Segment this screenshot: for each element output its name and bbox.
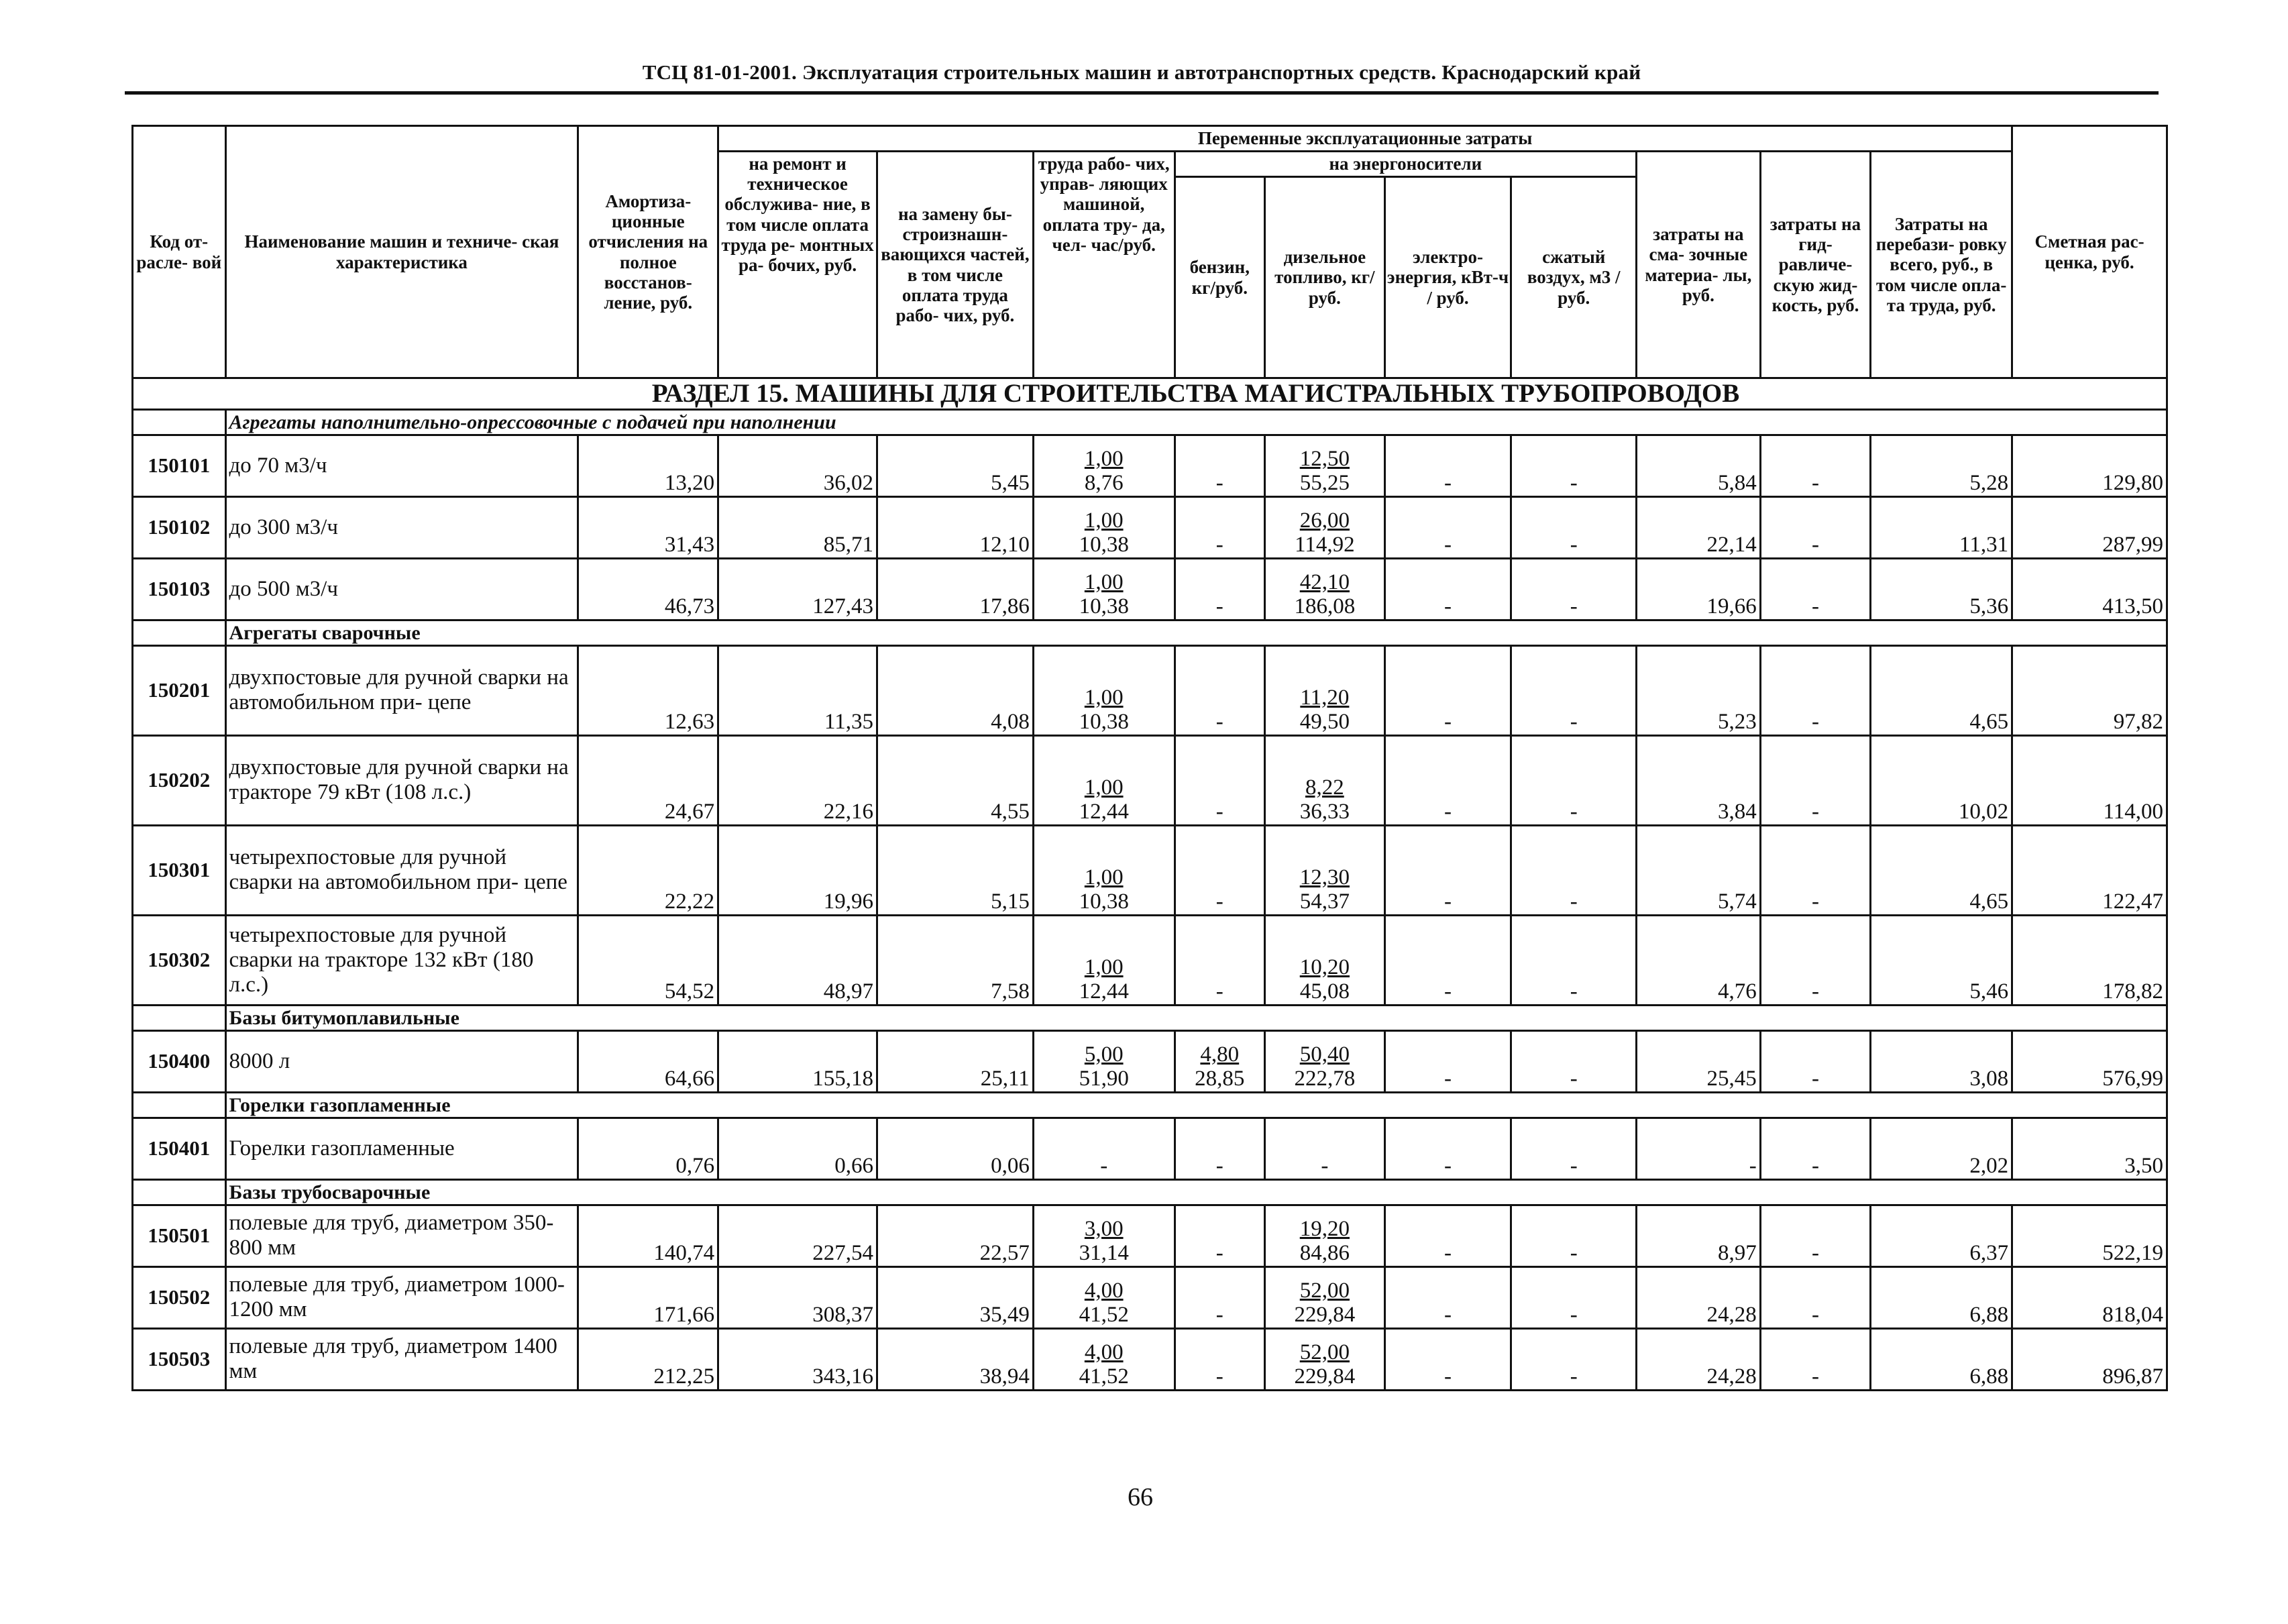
cell-labor-bottom: 41,52 xyxy=(1079,1364,1129,1389)
cell-air: - xyxy=(1511,496,1637,558)
cell-parts: 35,49 xyxy=(877,1266,1033,1328)
cell-diesel-top: 12,30 xyxy=(1299,865,1350,890)
cell-electric: - xyxy=(1384,558,1511,620)
cell-repair: 85,71 xyxy=(718,496,877,558)
cell-labor xyxy=(1033,1118,1175,1179)
cell-parts: 4,55 xyxy=(877,735,1033,825)
cell-air: - xyxy=(1511,1328,1637,1390)
cell-petrol xyxy=(1175,1266,1264,1328)
rates-table xyxy=(131,125,2168,1391)
group-title: Базы трубосварочные xyxy=(225,1179,2167,1205)
cell-hydraulic: - xyxy=(1760,558,1871,620)
cell-petrol-bottom: - xyxy=(1215,1154,1223,1179)
cell-name: до 500 м3/ч xyxy=(225,558,578,620)
cell-parts: 5,45 xyxy=(877,435,1033,496)
cell-electric: - xyxy=(1384,645,1511,735)
cell-lube: 3,84 xyxy=(1637,735,1761,825)
cell-diesel-bottom: 84,86 xyxy=(1299,1241,1350,1266)
cell-relocation: 4,65 xyxy=(1871,825,2012,915)
cell-repair: 0,66 xyxy=(718,1118,877,1179)
cell-diesel-top: 52,00 xyxy=(1299,1340,1350,1365)
cell-petrol-bottom: - xyxy=(1215,800,1223,824)
cell-labor-top: 1,00 xyxy=(1084,865,1124,890)
cell-name: полевые для труб, диаметром 350-800 мм xyxy=(225,1205,578,1266)
cell-diesel-top: 26,00 xyxy=(1299,508,1350,533)
cell-diesel xyxy=(1265,825,1385,915)
cell-labor xyxy=(1033,1328,1175,1390)
cell-lube: 4,76 xyxy=(1637,915,1761,1005)
cell-rate: 114,00 xyxy=(2012,735,2167,825)
cell-electric: - xyxy=(1384,1118,1511,1179)
cell-parts: 38,94 xyxy=(877,1328,1033,1390)
cell-code: 150501 xyxy=(133,1205,226,1266)
cell-petrol-bottom: - xyxy=(1215,471,1223,496)
cell-repair: 155,18 xyxy=(718,1030,877,1092)
cell-labor-top: 1,00 xyxy=(1084,508,1124,533)
cell-lube: 24,28 xyxy=(1637,1266,1761,1328)
col-labor-header: труда рабо- чих, управ- ляющих машиной, оплата тру- да, чел- час/руб. xyxy=(1033,152,1175,378)
group-title: Агрегаты наполнительно-опрессовочные с подачей при наполнении xyxy=(225,409,2167,435)
cell-repair: 36,02 xyxy=(718,435,877,496)
cell-labor-bottom: 10,38 xyxy=(1079,594,1129,619)
cell-rate: 818,04 xyxy=(2012,1266,2167,1328)
table-body xyxy=(133,378,2167,1391)
cell-labor-top: 1,00 xyxy=(1084,775,1124,800)
cell-petrol xyxy=(1175,1118,1264,1179)
cell-air: - xyxy=(1511,1266,1637,1328)
cell-diesel-bottom: 186,08 xyxy=(1294,594,1356,619)
cell-name: двухпостовые для ручной сварки на тракторе 79 кВт (108 л.с.) xyxy=(225,735,578,825)
group-row xyxy=(133,1005,2167,1030)
col-rate-header: Сметная рас- ценка, руб. xyxy=(2012,126,2167,378)
cell-code: 150401 xyxy=(133,1118,226,1179)
cell-diesel-bottom: 229,84 xyxy=(1294,1303,1356,1328)
cell-lube: 19,66 xyxy=(1637,558,1761,620)
cell-name: 8000 л xyxy=(225,1030,578,1092)
cell-lube: 25,45 xyxy=(1637,1030,1761,1092)
col-electric-header: электро- энергия, кВт-ч / руб. xyxy=(1384,177,1511,378)
cell-air: - xyxy=(1511,825,1637,915)
group-title: Агрегаты сварочные xyxy=(225,620,2167,645)
cell-lube: 5,23 xyxy=(1637,645,1761,735)
col-variable-header: Переменные эксплуатационные затраты xyxy=(718,126,2012,152)
cell-diesel-bottom: 36,33 xyxy=(1299,800,1350,824)
cell-labor-bottom: 31,14 xyxy=(1079,1241,1129,1266)
cell-relocation: 5,46 xyxy=(1871,915,2012,1005)
cell-petrol-bottom: - xyxy=(1215,710,1223,735)
cell-petrol-bottom: - xyxy=(1215,1241,1223,1266)
cell-electric: - xyxy=(1384,435,1511,496)
running-header: ТСЦ 81-01-2001. Эксплуатация строительных машин и автотранспортных средств. Краснодарский край xyxy=(642,60,1641,84)
cell-amort: 64,66 xyxy=(578,1030,718,1092)
col-name-header: Наименование машин и техниче- ская характеристика xyxy=(225,126,578,378)
table-row xyxy=(133,735,2167,825)
group-spacer xyxy=(133,1005,226,1030)
cell-repair: 48,97 xyxy=(718,915,877,1005)
table-row xyxy=(133,1030,2167,1092)
cell-diesel-top: 52,00 xyxy=(1299,1279,1350,1303)
cell-labor xyxy=(1033,496,1175,558)
cell-repair: 19,96 xyxy=(718,825,877,915)
cell-hydraulic: - xyxy=(1760,645,1871,735)
cell-name: четырехпостовые для ручной сварки на тракторе 132 кВт (180 л.с.) xyxy=(225,915,578,1005)
cell-amort: 0,76 xyxy=(578,1118,718,1179)
cell-lube: 8,97 xyxy=(1637,1205,1761,1266)
cell-hydraulic: - xyxy=(1760,435,1871,496)
cell-petrol-bottom: - xyxy=(1215,979,1223,1004)
cell-code: 150101 xyxy=(133,435,226,496)
cell-relocation: 6,37 xyxy=(1871,1205,2012,1266)
cell-air: - xyxy=(1511,735,1637,825)
cell-electric: - xyxy=(1384,735,1511,825)
col-code-header: Код от- расле- вой xyxy=(133,126,226,378)
cell-petrol xyxy=(1175,558,1264,620)
cell-electric: - xyxy=(1384,1266,1511,1328)
cell-name: двухпостовые для ручной сварки на автомобильном при- цепе xyxy=(225,645,578,735)
col-lube-header: затраты на сма- зочные материа- лы, руб. xyxy=(1637,152,1761,378)
table-row xyxy=(133,558,2167,620)
cell-labor xyxy=(1033,1030,1175,1092)
cell-electric: - xyxy=(1384,1030,1511,1092)
cell-relocation: 2,02 xyxy=(1871,1118,2012,1179)
cell-petrol xyxy=(1175,1030,1264,1092)
cell-labor-top: 1,00 xyxy=(1084,447,1124,472)
cell-code: 150302 xyxy=(133,915,226,1005)
cell-diesel xyxy=(1265,435,1385,496)
cell-diesel-bottom: 114,92 xyxy=(1295,533,1355,557)
cell-air: - xyxy=(1511,645,1637,735)
cell-name: до 70 м3/ч xyxy=(225,435,578,496)
cell-amort: 54,52 xyxy=(578,915,718,1005)
table-row xyxy=(133,1205,2167,1266)
cell-petrol xyxy=(1175,825,1264,915)
cell-labor-top: 5,00 xyxy=(1084,1042,1124,1067)
cell-diesel xyxy=(1265,1205,1385,1266)
cell-labor-bottom: 10,38 xyxy=(1079,710,1129,735)
cell-lube: 5,74 xyxy=(1637,825,1761,915)
cell-electric: - xyxy=(1384,1205,1511,1266)
cell-diesel-bottom: 222,78 xyxy=(1294,1067,1356,1091)
cell-labor xyxy=(1033,435,1175,496)
cell-labor xyxy=(1033,1266,1175,1328)
cell-rate: 129,80 xyxy=(2012,435,2167,496)
cell-diesel-top: 12,50 xyxy=(1299,447,1350,472)
cell-lube: 24,28 xyxy=(1637,1328,1761,1390)
cell-code: 150502 xyxy=(133,1266,226,1328)
cell-petrol-bottom: 28,85 xyxy=(1195,1067,1245,1091)
col-relocation-header: Затраты на перебази- ровку всего, руб., в том числе опла- та труда, руб. xyxy=(1871,152,2012,378)
cell-hydraulic: - xyxy=(1760,1328,1871,1390)
cell-parts: 17,86 xyxy=(877,558,1033,620)
cell-relocation: 6,88 xyxy=(1871,1266,2012,1328)
cell-petrol xyxy=(1175,496,1264,558)
cell-diesel-bottom: 45,08 xyxy=(1299,979,1350,1004)
cell-diesel xyxy=(1265,1118,1385,1179)
group-spacer xyxy=(133,1092,226,1118)
cell-labor-bottom: - xyxy=(1100,1154,1108,1179)
cell-rate: 3,50 xyxy=(2012,1118,2167,1179)
table-row xyxy=(133,1328,2167,1390)
cell-hydraulic: - xyxy=(1760,825,1871,915)
col-repair-header: на ремонт и техническое обслужива- ние, в том числе оплата труда ре- монтных ра- бочих, руб. xyxy=(718,152,877,378)
cell-amort: 22,22 xyxy=(578,825,718,915)
cell-labor xyxy=(1033,558,1175,620)
cell-petrol xyxy=(1175,645,1264,735)
group-row xyxy=(133,1179,2167,1205)
cell-petrol xyxy=(1175,1328,1264,1390)
cell-labor-bottom: 51,90 xyxy=(1079,1067,1129,1091)
cell-relocation: 4,65 xyxy=(1871,645,2012,735)
cell-code: 150201 xyxy=(133,645,226,735)
cell-lube: 5,84 xyxy=(1637,435,1761,496)
cell-name: полевые для труб, диаметром 1000-1200 мм xyxy=(225,1266,578,1328)
table-row xyxy=(133,825,2167,915)
cell-amort: 212,25 xyxy=(578,1328,718,1390)
group-spacer xyxy=(133,1179,226,1205)
cell-petrol xyxy=(1175,435,1264,496)
cell-amort: 13,20 xyxy=(578,435,718,496)
group-title: Горелки газопламенные xyxy=(225,1092,2167,1118)
cell-rate: 522,19 xyxy=(2012,1205,2167,1266)
cell-petrol xyxy=(1175,915,1264,1005)
cell-diesel-bottom: 54,37 xyxy=(1299,889,1350,914)
cell-labor-bottom: 10,38 xyxy=(1079,889,1129,914)
col-hydraulic-header: затраты на гид- равличе- скую жид- кость, руб. xyxy=(1760,152,1871,378)
cell-repair: 227,54 xyxy=(718,1205,877,1266)
table-row xyxy=(133,496,2167,558)
cell-diesel-bottom: 49,50 xyxy=(1299,710,1350,735)
cell-air: - xyxy=(1511,1118,1637,1179)
cell-name: полевые для труб, диаметром 1400 мм xyxy=(225,1328,578,1390)
cell-labor-top: 1,00 xyxy=(1084,955,1124,980)
cell-diesel xyxy=(1265,496,1385,558)
cell-electric: - xyxy=(1384,496,1511,558)
cell-rate: 97,82 xyxy=(2012,645,2167,735)
col-diesel-header: дизельное топливо, кг/руб. xyxy=(1265,177,1385,378)
cell-parts: 25,11 xyxy=(877,1030,1033,1092)
cell-labor xyxy=(1033,645,1175,735)
cell-petrol-bottom: - xyxy=(1215,594,1223,619)
cell-relocation: 10,02 xyxy=(1871,735,2012,825)
table-row xyxy=(133,1118,2167,1179)
cell-petrol-top: 4,80 xyxy=(1200,1042,1240,1067)
group-spacer xyxy=(133,409,226,435)
cell-diesel xyxy=(1265,558,1385,620)
cell-diesel-bottom: 229,84 xyxy=(1294,1364,1356,1389)
cell-diesel-top: 19,20 xyxy=(1299,1217,1350,1242)
cell-relocation: 11,31 xyxy=(1871,496,2012,558)
cell-labor-bottom: 10,38 xyxy=(1079,533,1129,557)
group-title: Базы битумоплавильные xyxy=(225,1005,2167,1030)
cell-rate: 287,99 xyxy=(2012,496,2167,558)
cell-rate: 413,50 xyxy=(2012,558,2167,620)
cell-relocation: 5,36 xyxy=(1871,558,2012,620)
cell-electric: - xyxy=(1384,825,1511,915)
cell-code: 150400 xyxy=(133,1030,226,1092)
cell-electric: - xyxy=(1384,915,1511,1005)
cell-code: 150102 xyxy=(133,496,226,558)
table-row xyxy=(133,435,2167,496)
cell-labor-top: 3,00 xyxy=(1084,1217,1124,1242)
cell-diesel-bottom: 55,25 xyxy=(1299,471,1350,496)
group-row xyxy=(133,409,2167,435)
cell-relocation: 3,08 xyxy=(1871,1030,2012,1092)
table-row xyxy=(133,645,2167,735)
cell-name: до 300 м3/ч xyxy=(225,496,578,558)
cell-air: - xyxy=(1511,558,1637,620)
cell-labor-bottom: 8,76 xyxy=(1084,471,1124,496)
cell-petrol-bottom: - xyxy=(1215,1364,1223,1389)
cell-parts: 7,58 xyxy=(877,915,1033,1005)
cell-hydraulic: - xyxy=(1760,915,1871,1005)
col-air-header: сжатый воздух, м3 / руб. xyxy=(1511,177,1637,378)
col-petrol-header: бензин, кг/руб. xyxy=(1175,177,1264,378)
cell-code: 150202 xyxy=(133,735,226,825)
cell-diesel xyxy=(1265,645,1385,735)
page-number: 66 xyxy=(1128,1483,1153,1511)
cell-petrol-bottom: - xyxy=(1215,533,1223,557)
cell-diesel-top: 10,20 xyxy=(1299,955,1350,980)
cell-diesel xyxy=(1265,735,1385,825)
cell-hydraulic: - xyxy=(1760,735,1871,825)
cell-labor-top: 4,00 xyxy=(1084,1279,1124,1303)
cell-diesel xyxy=(1265,915,1385,1005)
cell-code: 150301 xyxy=(133,825,226,915)
cell-name: Горелки газопламенные xyxy=(225,1118,578,1179)
cell-diesel xyxy=(1265,1328,1385,1390)
group-row xyxy=(133,620,2167,645)
cell-air: - xyxy=(1511,1205,1637,1266)
cell-hydraulic: - xyxy=(1760,1118,1871,1179)
cell-labor-top: 4,00 xyxy=(1084,1340,1124,1365)
cell-code: 150103 xyxy=(133,558,226,620)
cell-repair: 127,43 xyxy=(718,558,877,620)
cell-amort: 46,73 xyxy=(578,558,718,620)
cell-air: - xyxy=(1511,435,1637,496)
group-spacer xyxy=(133,620,226,645)
cell-labor-bottom: 41,52 xyxy=(1079,1303,1129,1328)
cell-labor-top: 1,00 xyxy=(1084,686,1124,710)
cell-diesel-top: 42,10 xyxy=(1299,570,1350,595)
cell-name: четырехпостовые для ручной сварки на автомобильном при- цепе xyxy=(225,825,578,915)
col-amort-header: Амортиза- ционные отчисления на полное восстанов- ление, руб. xyxy=(578,126,718,378)
cell-diesel-top: 50,40 xyxy=(1299,1042,1350,1067)
cell-repair: 343,16 xyxy=(718,1328,877,1390)
cell-repair: 22,16 xyxy=(718,735,877,825)
cell-diesel-top: 8,22 xyxy=(1305,775,1344,800)
cell-rate: 178,82 xyxy=(2012,915,2167,1005)
cell-labor xyxy=(1033,915,1175,1005)
cell-diesel-bottom: - xyxy=(1321,1154,1329,1179)
cell-amort: 24,67 xyxy=(578,735,718,825)
cell-rate: 122,47 xyxy=(2012,825,2167,915)
cell-petrol-bottom: - xyxy=(1215,889,1223,914)
cell-parts: 5,15 xyxy=(877,825,1033,915)
cell-electric: - xyxy=(1384,1328,1511,1390)
cell-amort: 12,63 xyxy=(578,645,718,735)
cell-labor-bottom: 12,44 xyxy=(1079,800,1129,824)
cell-hydraulic: - xyxy=(1760,1266,1871,1328)
cell-relocation: 5,28 xyxy=(1871,435,2012,496)
cell-repair: 308,37 xyxy=(718,1266,877,1328)
cell-diesel-top: 11,20 xyxy=(1300,686,1350,710)
cell-repair: 11,35 xyxy=(718,645,877,735)
cell-labor xyxy=(1033,825,1175,915)
cell-parts: 4,08 xyxy=(877,645,1033,735)
cell-petrol xyxy=(1175,735,1264,825)
cell-parts: 12,10 xyxy=(877,496,1033,558)
cell-rate: 576,99 xyxy=(2012,1030,2167,1092)
cell-rate: 896,87 xyxy=(2012,1328,2167,1390)
table-row xyxy=(133,1266,2167,1328)
cell-hydraulic: - xyxy=(1760,496,1871,558)
cell-labor xyxy=(1033,735,1175,825)
cell-parts: 22,57 xyxy=(877,1205,1033,1266)
cell-air: - xyxy=(1511,915,1637,1005)
cell-labor-bottom: 12,44 xyxy=(1079,979,1129,1004)
col-parts-header: на замену бы- строизнашн- вающихся частей, в том числе оплата труда рабо- чих, руб. xyxy=(877,152,1033,378)
section-spacer xyxy=(133,378,226,410)
cell-amort: 31,43 xyxy=(578,496,718,558)
header-rule xyxy=(125,91,2159,95)
cell-lube: 22,14 xyxy=(1637,496,1761,558)
cell-hydraulic: - xyxy=(1760,1205,1871,1266)
cell-amort: 171,66 xyxy=(578,1266,718,1328)
table-row xyxy=(133,915,2167,1005)
group-row xyxy=(133,1092,2167,1118)
cell-labor-top: 1,00 xyxy=(1084,570,1124,595)
cell-air: - xyxy=(1511,1030,1637,1092)
cell-lube: - xyxy=(1637,1118,1761,1179)
cell-diesel xyxy=(1265,1266,1385,1328)
cell-code: 150503 xyxy=(133,1328,226,1390)
cell-petrol xyxy=(1175,1205,1264,1266)
cell-amort: 140,74 xyxy=(578,1205,718,1266)
section-title: РАЗДЕЛ 15. МАШИНЫ ДЛЯ СТРОИТЕЛЬСТВА МАГИСТРАЛЬНЫХ ТРУБОПРОВОДОВ xyxy=(225,378,2167,410)
cell-hydraulic: - xyxy=(1760,1030,1871,1092)
cell-diesel xyxy=(1265,1030,1385,1092)
col-energy-header: на энергоносители xyxy=(1175,152,1636,177)
cell-parts: 0,06 xyxy=(877,1118,1033,1179)
cell-labor xyxy=(1033,1205,1175,1266)
cell-relocation: 6,88 xyxy=(1871,1328,2012,1390)
cell-petrol-bottom: - xyxy=(1215,1303,1223,1328)
